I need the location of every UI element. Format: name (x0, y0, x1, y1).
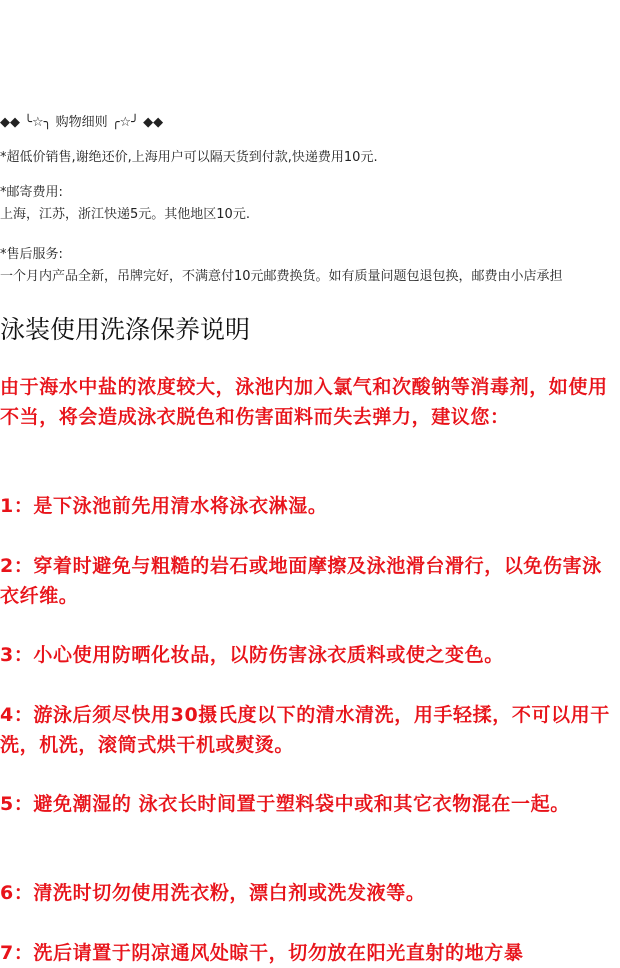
care-item-3: 3：小心使用防晒化妆品，以防伤害泳衣质料或使之变色。 (0, 644, 504, 666)
price-policy: *超低价销售,谢绝还价,上海用户可以隔天货到付款,快递费用10元. (0, 150, 378, 165)
policy-title: ◆◆ ╰☆╮ 购物细则 ╭☆╯ ◆◆ (0, 115, 164, 130)
care-item-2: 2：穿着时避免与粗糙的岩石或地面摩擦及泳池滑台滑行，以免伤害泳衣纤维。 (0, 555, 602, 607)
care-heading: 泳装使用洗涤保养说明 (0, 315, 251, 344)
care-item-1: 1：是下泳池前先用清水将泳衣淋湿。 (0, 495, 328, 517)
care-intro: 由于海水中盐的浓度较大，泳池内加入氯气和次酸钠等消毒剂，如使用不当，将会造成泳衣脱色和伤害面料而失去弹力，建议您： (0, 376, 608, 428)
care-item-4: 4：游泳后须尽快用30摄氏度以下的清水清洗，用手轻揉，不可以用干洗，机洗，滚筒式烘干机或熨烫。 (0, 704, 610, 756)
care-item-7: 7：洗后请置于阴凉通风处晾干，切勿放在阳光直射的地方暴 (0, 942, 524, 964)
aftersale-detail: 一个月内产品全新，吊牌完好，不满意付10元邮费换货。如有质量问题包退包换，邮费由小店承担 (0, 269, 563, 284)
postage-detail: 上海，江苏，浙江快递5元。其他地区10元. (0, 207, 250, 222)
postage-label: *邮寄费用: (0, 185, 63, 200)
care-item-5: 5：避免潮湿的 泳衣长时间置于塑料袋中或和其它衣物混在一起。 (0, 793, 570, 815)
aftersale-label: *售后服务: (0, 247, 63, 262)
care-item-6: 6：清洗时切勿使用洗衣粉，漂白剂或洗发液等。 (0, 882, 426, 904)
